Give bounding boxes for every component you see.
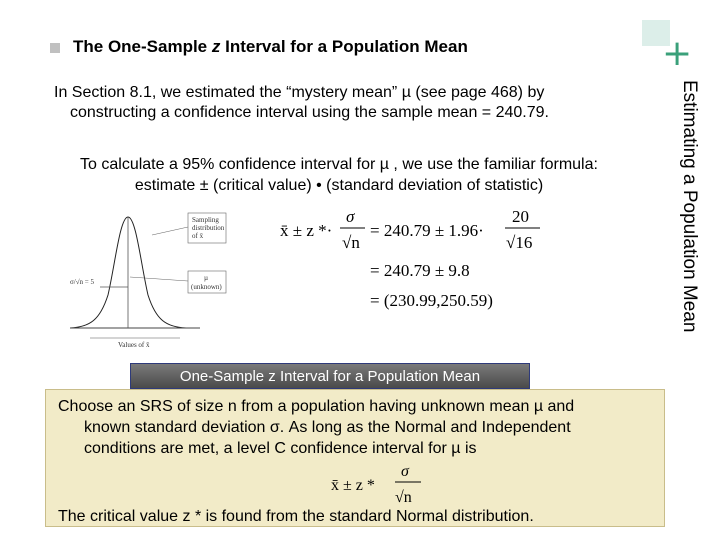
formula-lhs: x̄ ± z *· (280, 221, 333, 240)
definition-line-2: known standard deviation σ. As long as the Normal and Independent (84, 419, 571, 436)
formula-eq-1: = 240.79 ± 1.96· (370, 221, 484, 240)
formula-intro-line-2: estimate ± (critical value) • (standard deviation of statistic) (134, 177, 544, 194)
definition-line-1: Choose an SRS of size n from a population having unknown mean µ and (58, 398, 575, 415)
definition-formula (331, 460, 441, 510)
bullet-square-icon (50, 43, 60, 53)
critical-value-note: The critical value z * is found from the standard Normal distribution. (58, 508, 534, 525)
def-formula-num: σ (401, 463, 409, 480)
formula-root-n: √n (342, 233, 360, 252)
label-of: of x̄ (192, 232, 204, 240)
label-unknown: (unknown) (191, 283, 222, 291)
slide-title (73, 37, 468, 57)
definition-header-title: One-Sample z Interval for a Population Mean (179, 368, 481, 385)
title-italic-z: z (211, 37, 221, 56)
def-formula-den: √n (395, 489, 412, 506)
label-sampling: Sampling (192, 216, 219, 224)
formula-sigma: σ (346, 207, 355, 226)
label-mu: µ (204, 274, 209, 282)
definition-line-3: conditions are met, a level C confidence interval for µ is (84, 440, 477, 457)
formula-paragraph (44, 154, 634, 196)
plus-icon: + (662, 33, 693, 74)
formula-line-3: = (230.99,250.59) (370, 291, 493, 310)
title-part-2: Interval for a Population Mean (220, 37, 468, 56)
def-formula-lhs: x̄ ± z * (331, 477, 375, 494)
formula-num: 20 (512, 207, 529, 226)
ci-formula (280, 200, 620, 320)
intro-paragraph (54, 83, 634, 123)
label-sd: σ/√n = 5 (70, 278, 95, 286)
mu-pointer (130, 277, 188, 281)
axis-label: Values of x̄ (118, 341, 150, 349)
definition-header (130, 363, 530, 389)
formula-intro-line-1: To calculate a 95% confidence interval for µ , we use the familiar formula: (80, 156, 598, 173)
definition-text (58, 396, 648, 459)
formula-line-2: = 240.79 ± 9.8 (370, 261, 470, 280)
definition-box (45, 389, 665, 527)
sampling-pointer (152, 227, 188, 235)
sampling-distribution-graph (70, 205, 270, 353)
formula-den: √16 (506, 233, 533, 252)
intro-line-1: In Section 8.1, we estimated the “mystery mean” µ (see page 468) by (54, 84, 545, 101)
side-title-text: Estimating a Population Mean (679, 80, 700, 333)
title-part-1: The One-Sample (73, 37, 212, 56)
side-title (672, 80, 702, 350)
intro-line-2: constructing a confidence interval using the sample mean = 240.79. (70, 104, 549, 121)
label-distribution: distribution (192, 224, 225, 232)
